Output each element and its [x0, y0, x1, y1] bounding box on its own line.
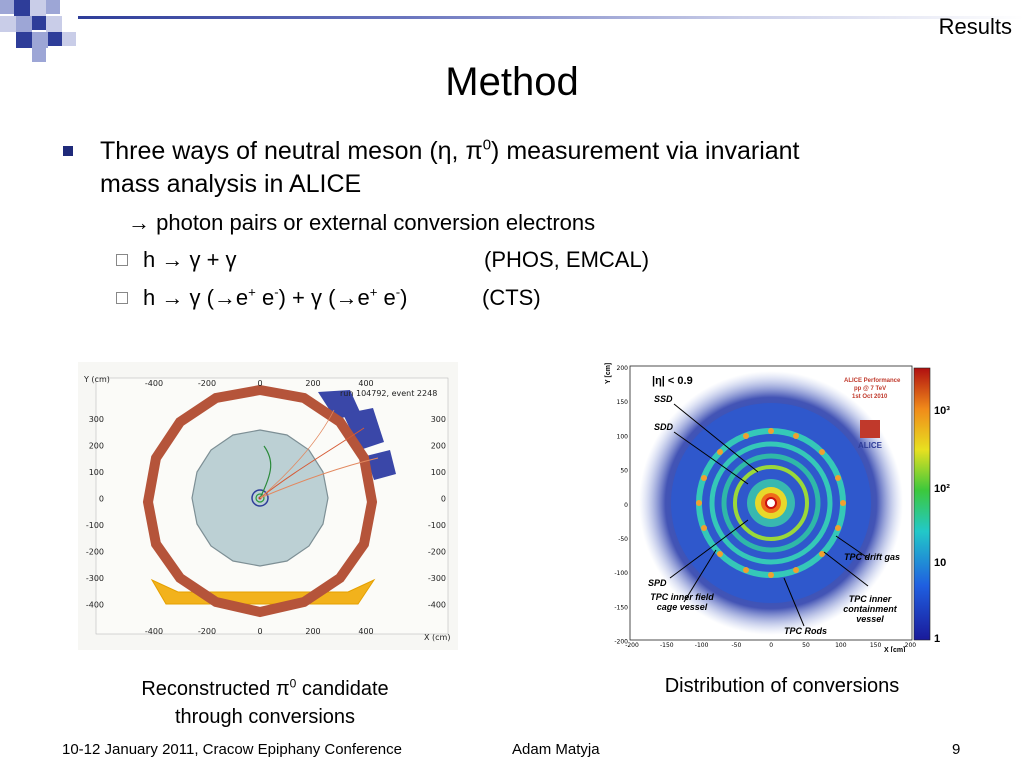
- y-axis-title: Y (cm): [84, 375, 110, 384]
- x-tick-label: 100: [835, 642, 847, 649]
- y-tick-label: -150: [614, 604, 628, 612]
- header-gradient-line: [78, 16, 1024, 19]
- annotation-spd: SPD: [648, 578, 667, 588]
- y-tick-label: 150: [616, 399, 628, 407]
- sub2-part: h → γ (→e: [143, 285, 249, 310]
- main-bullet-line1-end: ) measurement via invariant: [491, 137, 800, 165]
- y-tick-label: -400: [85, 600, 104, 610]
- x-tick-label: -200: [625, 642, 639, 649]
- annotation-text: TPC inner containment vessel: [843, 594, 897, 624]
- bullet-square-icon: [63, 146, 73, 156]
- conversion-map-svg: [598, 360, 960, 652]
- date-label: 1st Oct 2010: [852, 394, 888, 400]
- energy-label: pp @ 7 TeV: [854, 386, 887, 392]
- y-tick-label: -300: [85, 574, 104, 583]
- run-label: run 104792, event 2248: [340, 389, 438, 398]
- eta-cut-label: |η| < 0.9: [652, 375, 693, 387]
- scale-label: 10²: [934, 483, 950, 495]
- y-tick-label: 100: [616, 433, 628, 441]
- event-display-figure: [78, 362, 458, 650]
- sub-bullet-2-detector: (CTS): [482, 285, 541, 310]
- y-tick-label: -100: [85, 521, 104, 530]
- x-tick-label: -100: [694, 642, 709, 649]
- x-tick-label: 400: [358, 379, 374, 388]
- sub2-part: e: [377, 285, 396, 310]
- x-tick-label: -200: [197, 627, 217, 636]
- x-tick-label: 0: [257, 379, 263, 388]
- annotation-ssd: SSD: [654, 394, 673, 404]
- left-caption-part: candidate: [296, 678, 389, 700]
- left-caption: [100, 675, 430, 731]
- sub-bullet-1: h → γ + γ: [143, 247, 237, 272]
- y-tick-label: 100: [88, 468, 104, 477]
- y-tick-label: 100: [430, 468, 446, 477]
- scale-label: 10³: [934, 405, 950, 417]
- alice-logo-text: ALICE: [858, 441, 882, 450]
- annotation-tpc-inner-field-cage: [642, 592, 722, 632]
- pi-superscript: 0: [482, 136, 492, 154]
- performance-label: ALICE Performance: [844, 378, 901, 384]
- annotation-text: TPC drift gas: [844, 552, 900, 562]
- main-bullet-line1: Three ways of neutral meson (η, π: [100, 137, 483, 165]
- annotation-text: TPC inner field cage vessel: [650, 592, 714, 612]
- sub2-part: ): [400, 285, 408, 310]
- page-number: 9: [952, 741, 961, 758]
- alice-logo-icon: [860, 420, 880, 438]
- main-bullet-text: [100, 135, 960, 201]
- footer-conference: 10-12 January 2011, Cracow Epiphany Conference: [62, 741, 402, 758]
- sub2-sup: -: [274, 284, 279, 300]
- sub2-sup: -: [395, 284, 401, 300]
- y-tick-label: 0: [624, 501, 628, 509]
- x-tick-label: 200: [305, 379, 321, 388]
- y-tick-label: -200: [85, 547, 104, 557]
- y-tick-label: 50: [620, 467, 628, 475]
- y-tick-label: 200: [88, 441, 104, 451]
- annotation-tpc-inner-containment: [834, 594, 906, 630]
- right-caption: Distribution of conversions: [664, 675, 900, 697]
- x-tick-label: -400: [144, 379, 164, 388]
- y-tick-label: -300: [427, 574, 446, 583]
- section-label: Results: [938, 14, 1012, 39]
- y-tick-label: -400: [427, 600, 446, 610]
- x-tick-label: 200: [305, 627, 321, 636]
- event-display-svg: [78, 362, 458, 650]
- x-tick-label: 150: [869, 642, 882, 649]
- slide-title: Method: [445, 60, 579, 104]
- y-tick-label: 200: [616, 365, 628, 372]
- x-tick-label: 0: [257, 627, 263, 636]
- footer-author: Adam Matyja: [512, 741, 600, 758]
- x-tick-label: 50: [802, 642, 810, 649]
- sub2-part: e: [255, 285, 275, 310]
- left-caption-line2: through conversions: [174, 706, 356, 728]
- y-tick-label: 300: [88, 415, 104, 424]
- checkbox-bullet-icon: [116, 254, 128, 266]
- y-axis-title: Y [cm]: [605, 362, 612, 384]
- left-caption-sup: 0: [289, 676, 297, 691]
- x-tick-label: 0: [769, 642, 774, 649]
- conversion-distribution-figure: [598, 360, 960, 652]
- x-tick-label: 400: [358, 627, 374, 636]
- y-tick-label: -100: [427, 521, 446, 530]
- annotation-sdd: SDD: [654, 422, 674, 432]
- x-axis-title: X [cm]: [884, 647, 906, 652]
- x-tick-label: -50: [731, 642, 742, 649]
- y-tick-label: -50: [618, 536, 628, 543]
- x-tick-label: -150: [659, 642, 674, 649]
- y-tick-label: 0: [440, 494, 446, 504]
- y-tick-label: -200: [614, 638, 628, 646]
- y-tick-label: 300: [430, 415, 446, 424]
- scale-label: 10: [934, 557, 947, 569]
- sub-bullet-2: [143, 285, 407, 311]
- sub2-sup: +: [369, 284, 378, 300]
- y-tick-label: -200: [427, 547, 446, 557]
- main-bullet-line2: mass analysis in ALICE: [100, 170, 362, 198]
- annotation-tpc-rods: TPC Rods: [784, 626, 828, 636]
- y-tick-label: -100: [614, 570, 628, 578]
- sub2-sup: +: [248, 284, 256, 300]
- x-axis-title: X (cm): [424, 633, 451, 642]
- scale-label: 1: [934, 633, 941, 645]
- x-tick-label: 200: [904, 642, 917, 649]
- color-scale-bar: [914, 368, 930, 640]
- left-caption-part: Reconstructed π: [141, 678, 290, 700]
- annotation-tpc-drift-gas: [844, 552, 900, 578]
- sub2-part: ) + γ (→e: [278, 285, 370, 310]
- x-tick-label: -200: [197, 379, 217, 388]
- y-tick-label: 0: [98, 494, 104, 504]
- sub-arrow-text: → photon pairs or external conversion electrons: [128, 210, 596, 235]
- x-tick-label: -400: [144, 627, 164, 636]
- sub-bullet-1-detector: (PHOS, EMCAL): [484, 247, 650, 272]
- y-tick-label: 200: [430, 441, 446, 451]
- checkbox-bullet-icon: [116, 292, 128, 304]
